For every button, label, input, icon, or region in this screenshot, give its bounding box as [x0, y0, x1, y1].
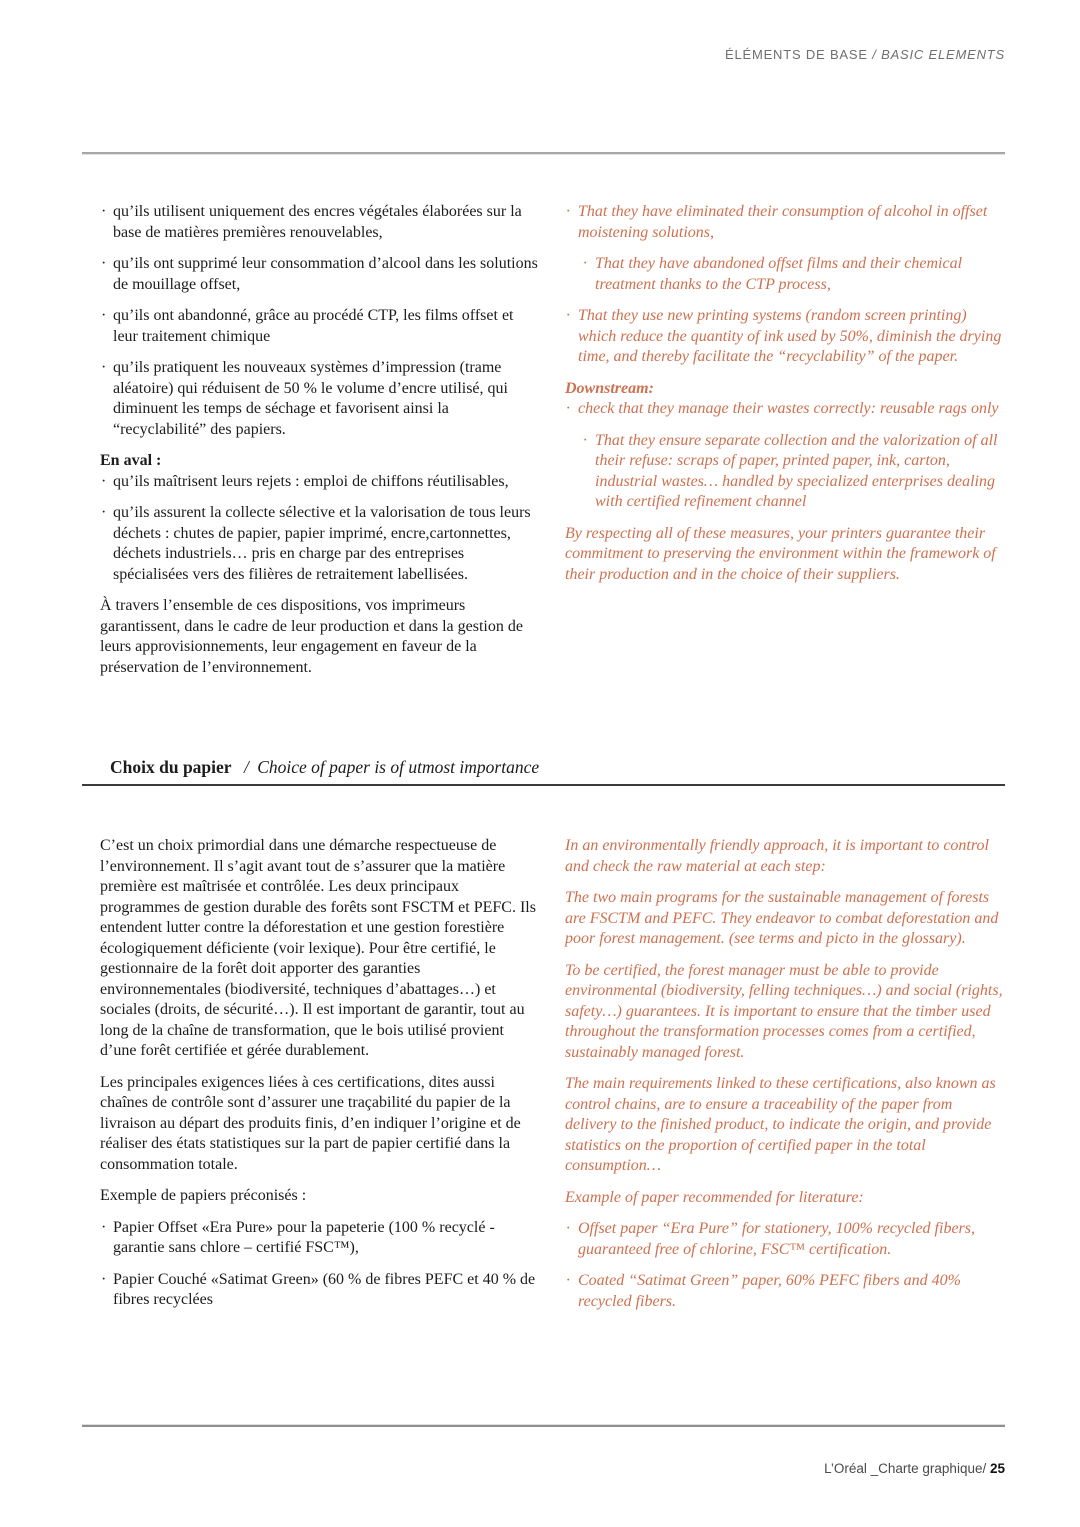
paper-paragraph-en: The two main programs for the sustainable management of forests are FSCTM and PEFC. They endeavor to combat deforestation and poor forest management. (see terms and picto in the glossary).: [565, 889, 999, 947]
section-title-separator: /: [243, 757, 249, 777]
paper-paragraph-fr: C’est un choix primordial dans une démarche respectueuse de l’environnement. Il s’agit avant tout de s’assurer que la matière première est maîtrisée et contrôlée. Les deux principaux programmes de gestion durable des forêts sont FSCTM et PEFC. Ils entendent lutter contre la déforestation et une gestion forestière écologiquement déficiente (voir lexique). Pour être certifié, le gestionnaire de la forêt doit apporter des garanties environnementales (biodiversité, techniques d’abattages…) et sociales (droits, de sécurité…). Il est important de garantir, tout au long de la chaîne de transformation, que le bois utilisé provient d’une forêt certifiée et gérée durablement.: [100, 837, 536, 1059]
paper-paragraph-fr: Les principales exigences liées à ces certifications, dites aussi chaînes de contrôle sont d’assurer une traçabilité du papier de la livraison au départ des produits finis, d’en indiquer l’origine et de réaliser des états statistiques sur la part de papier certifié dans la consommation totale.: [100, 1073, 521, 1173]
closing-paragraph-en: By respecting all of these measures, your printers guarantee their commitment to preserving the environment within the framework of their production and in the choice of their suppliers.: [565, 524, 996, 583]
list-item: · Papier Offset «Era Pure» pour la papeterie (100 % recyclé - garantie sans chlore – certifié FSC™),: [100, 1218, 540, 1259]
running-head-fr: ÉLÉMENTS DE BASE: [724, 47, 868, 62]
list-item: · qu’ils assurent la collecte sélective et la valorisation de tous leurs déchets : chutes de papier, papier imprimé, encre,cartonnettes, déchets industriels… pris en charge par des entreprises spécialisées vers des filières de retraitement labellisées.: [100, 503, 540, 585]
list-item: · That they have eliminated their consumption of alcohol in offset moistening solutions,: [565, 202, 1005, 243]
list-item: · qu’ils ont supprimé leur consommation d’alcool dans les solutions de mouillage offset,: [100, 254, 540, 295]
list-item: · qu’ils ont abandonné, grâce au procédé CTP, les films offset et leur traitement chimique: [100, 306, 540, 347]
subheading-downstream: Downstream:: [565, 379, 654, 397]
paper-list-en: [565, 1219, 1005, 1312]
list-item: · That they use new printing systems (random screen printing) which reduce the quantity of ink used by 50%, diminish the drying time, and thereby facilitate the “recyclability” of the paper.: [565, 306, 1005, 368]
section-divider-rule: [82, 784, 1005, 786]
paper-paragraph-en: To be certified, the forest manager must be able to provide environmental (biodiversity, felling techniques…) and social (rights, safety…) guarantees. It is important to ensure that the timber used throughout the transformation processes comes from a certified, sustainably managed forest.: [565, 961, 1003, 1061]
list-item: · That they ensure separate collection and the valorization of all their refuse: scraps of paper, printed paper, ink, carton, industrial wastes… handled by specialized enterprises dealing with certified refinement channel: [582, 431, 1005, 513]
list-item: · Coated “Satimat Green” paper, 60% PEFC fibers and 40% recycled fibers.: [565, 1271, 1005, 1312]
section-title-fr: Choix du papier: [110, 757, 232, 777]
list-item: · qu’ils utilisent uniquement des encres végétales élaborées sur la base de matières premières renouvelables,: [100, 202, 540, 243]
paper-paragraph-en: In an environmentally friendly approach, it is important to control and check the raw material at each step:: [565, 837, 989, 875]
running-head: [82, 47, 1005, 62]
bottom-divider-rule: [82, 1424, 1005, 1427]
printers-column-french: [100, 202, 540, 689]
list-item: · That they have abandoned offset films and their chemical treatment thanks to the CTP process,: [582, 254, 1005, 295]
list-item: · check that they manage their wastes correctly: reusable rags only: [565, 399, 1005, 420]
paper-section-columns: [100, 836, 1005, 1323]
printers-list-fr: [100, 202, 540, 440]
printers-list-en: [565, 202, 1005, 368]
paper-paragraph-en: Example of paper recommended for literature:: [565, 1188, 864, 1206]
section-title-en: Choice of paper is of utmost importance: [257, 757, 540, 777]
list-item: · Offset paper “Era Pure” for stationery, 100% recycled fibers, guaranteed free of chlorine, FSC™ certification.: [565, 1219, 1005, 1260]
running-head-en: BASIC ELEMENTS: [881, 47, 1005, 62]
subheading-en-aval: En aval :: [100, 452, 162, 469]
list-item: · Papier Couché «Satimat Green» (60 % de fibres PEFC et 40 % de fibres recyclées: [100, 1270, 540, 1311]
paper-paragraph-en: The main requirements linked to these certifications, also known as control chains, are to ensure a traceability of the paper from delivery to the finished product, to indicate the origin, and provide statistics on the proportion of certified paper in the total consumption…: [565, 1075, 996, 1174]
list-item: · qu’ils pratiquent les nouveaux systèmes d’impression (trame aléatoire) qui réduisent de 50 % le volume d’encre utilisé, qui diminuent les temps de séchage et favorisent ainsi la “recyclabilité” des papiers.: [100, 358, 540, 440]
printers-column-english: [565, 202, 1005, 689]
printers-list2-en: [565, 399, 1005, 513]
paper-column-english: [565, 836, 1005, 1323]
page-number: 25: [989, 1461, 1005, 1476]
paper-list-fr: [100, 1218, 540, 1311]
section-title: [110, 757, 1005, 778]
paper-column-french: [100, 836, 540, 1323]
paper-paragraph-fr: Exemple de papiers préconisés :: [100, 1187, 307, 1204]
closing-paragraph-fr: À travers l’ensemble de ces dispositions, vos imprimeurs garantissent, dans le cadre de leur production et dans la gestion de leurs approvisionnements, leur engagement en faveur de la préservation de l’environnement.: [100, 597, 523, 676]
printers-list2-fr: [100, 472, 540, 586]
footer-label: L’Oréal _Charte graphique/: [824, 1461, 990, 1476]
running-head-separator: /: [872, 47, 877, 62]
page-footer: [82, 1461, 1005, 1476]
printers-section-columns: [100, 202, 1005, 689]
list-item: · qu’ils maîtrisent leurs rejets : emploi de chiffons réutilisables,: [100, 472, 540, 493]
top-divider-rule: [82, 152, 1005, 155]
